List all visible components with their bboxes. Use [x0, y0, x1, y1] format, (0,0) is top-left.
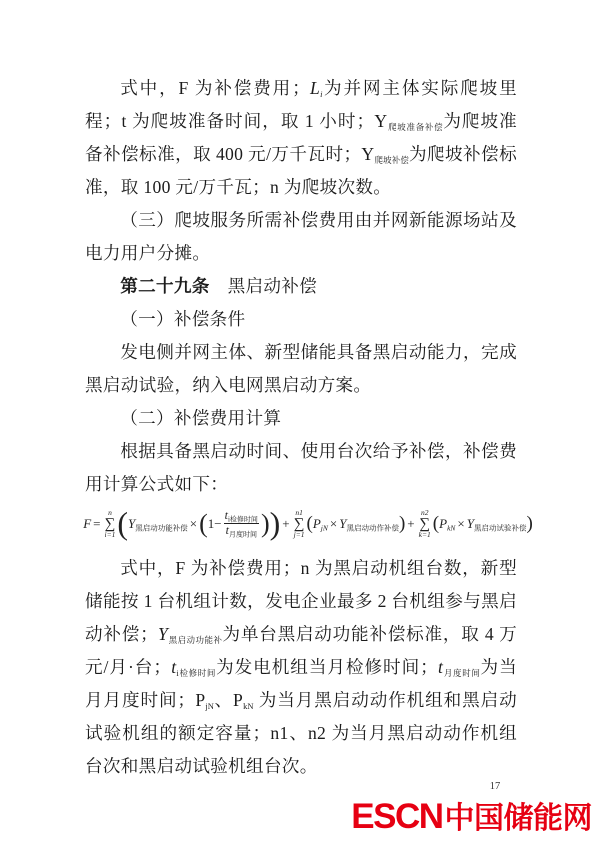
- paragraph: [85, 552, 517, 783]
- summation-lower: k=1: [418, 529, 431, 539]
- fraction-denominator: [224, 523, 259, 538]
- formula-operator: ×: [189, 515, 198, 531]
- formula-run: [439, 516, 526, 532]
- text-block-upper: [85, 72, 517, 501]
- subscript-run: 黑启动功能补: [168, 635, 223, 646]
- black-start-compensation-formula: [83, 505, 533, 542]
- formula-variable: Y: [339, 515, 347, 531]
- paragraph: [85, 204, 517, 270]
- formula-subscript: 月度时间: [228, 530, 257, 539]
- formula-variable: F: [83, 515, 92, 531]
- text-run: 为当月黑启动动作机组和黑启动试验机组的额定容量；n1、n2 为当月黑启动动作机组台次和黑启动试验机组台次。: [85, 690, 517, 777]
- text-run: L: [310, 78, 321, 98]
- fraction-numerator: [223, 509, 260, 523]
- text-run: 为爬坡准备补偿标准，取 400 元/万千瓦时；Y: [85, 111, 517, 164]
- formula-run: [405, 516, 416, 532]
- formula-subscript: 黑启动动作补偿: [346, 523, 399, 533]
- formula-subscript: jN: [320, 523, 328, 533]
- summation-lower: j=1: [293, 529, 305, 539]
- formula-run: [83, 516, 102, 532]
- escn-logo-latin: ESCN: [351, 797, 443, 836]
- text-run: 式中，F 为补偿费用；: [120, 78, 311, 98]
- text-run: Y: [158, 624, 169, 645]
- text-block-lower: [85, 552, 517, 783]
- text-run: 为爬坡补偿标准，取 100 元/万千瓦；n 为爬坡次数。: [85, 144, 517, 197]
- formula-run: [280, 516, 291, 532]
- formula-subscript: i检修时间: [227, 515, 258, 524]
- paragraph: [85, 72, 517, 204]
- sigma-symbol: ∑: [104, 515, 116, 532]
- escn-logo: [351, 799, 592, 834]
- text-run: 式中，F 为补偿费用；n 为黑启动机组台数，新型储能按 1 台机组计数，发电企业最多 2 台机组参与黑启动补偿；: [85, 558, 517, 645]
- parenthesis: ): [269, 505, 281, 542]
- formula-run: [208, 516, 222, 532]
- formula-subscript: kN: [447, 523, 456, 533]
- text-run: 为发电机组当月检修时间；: [216, 657, 439, 678]
- formula-variable: Y: [466, 515, 474, 531]
- subscript-run: 爬坡准备补偿: [387, 122, 444, 132]
- subscript-run: 月度时间: [443, 668, 481, 679]
- text-run: （三）爬坡服务所需补偿费用由并网新能源场站及电力用户分摊。: [85, 210, 517, 263]
- paragraph: [85, 336, 517, 402]
- summation-upper: n1: [295, 508, 303, 517]
- text-run: 第二十九条: [120, 276, 210, 296]
- formula-variable: P: [312, 515, 321, 531]
- paragraph: [85, 435, 517, 501]
- fraction: [223, 509, 260, 538]
- subscript-run: jN: [205, 701, 214, 712]
- text-run: 为单台黑启动功能补偿标准，取 4 万元/月·台；: [85, 624, 517, 678]
- parenthesis: (: [199, 508, 208, 538]
- parenthesis: (: [432, 512, 440, 534]
- subscript-run: kN: [243, 701, 254, 712]
- summation-lower: i=1: [104, 529, 116, 539]
- parenthesis: ): [260, 508, 270, 538]
- formula-subscript: 黑启动功能补偿: [135, 523, 188, 533]
- escn-logo-chinese: 中国储能网: [444, 802, 592, 835]
- summation-upper: n2: [420, 508, 429, 517]
- summation: [104, 509, 115, 538]
- formula-variable: Y: [128, 515, 136, 531]
- formula-variable: t: [225, 523, 229, 538]
- paragraph: [85, 402, 517, 435]
- subscript-run: i检修时间: [176, 668, 217, 679]
- summation: [419, 509, 431, 538]
- parenthesis: ): [398, 512, 406, 534]
- text-run: 根据具备黑启动时间、使用台次给予补偿，补偿费用计算公式如下：: [85, 441, 517, 494]
- parenthesis: (: [117, 505, 129, 542]
- formula-operator: +: [282, 515, 290, 531]
- formula-operator: ×: [329, 515, 338, 531]
- formula-variable: P: [439, 515, 448, 531]
- formula-subscript: 黑启动试验补偿: [473, 523, 527, 533]
- text-run: 、P: [213, 690, 244, 711]
- formula-operator: =: [93, 515, 101, 531]
- text-run: t: [438, 657, 444, 678]
- text-run: 为当月月度时间；P: [85, 657, 517, 711]
- parenthesis: (: [306, 512, 313, 534]
- paragraph: [85, 303, 517, 336]
- formula-operator: ×: [457, 515, 465, 531]
- sigma-symbol: ∑: [419, 515, 431, 532]
- section-heading: [85, 270, 517, 303]
- formula-run: [128, 516, 199, 532]
- formula-run: [313, 516, 399, 532]
- parenthesis: ): [526, 512, 533, 534]
- formula-variable: t: [224, 508, 228, 523]
- summation-upper: n: [108, 508, 112, 517]
- subscript-run: 爬坡补偿: [374, 155, 409, 165]
- formula-text: 1−: [207, 515, 222, 531]
- text-run: 黑启动补偿: [209, 276, 318, 296]
- text-run: （二）补偿费用计算: [120, 408, 282, 428]
- sigma-symbol: ∑: [293, 515, 305, 532]
- text-run: （一）补偿条件: [120, 309, 246, 329]
- subscript-run: i: [320, 89, 323, 99]
- formula-operator: +: [407, 515, 415, 531]
- text-run: t: [171, 657, 177, 678]
- document-text-column: [83, 72, 533, 783]
- summation: [294, 509, 305, 538]
- text-run: 发电侧并网主体、新型储能具备黑启动能力，完成黑启动试验，纳入电网黑启动方案。: [85, 342, 517, 395]
- text-run: 为并网主体实际爬坡里程；t 为爬坡准备时间，取 1 小时；Y: [85, 78, 517, 131]
- page-number: 17: [489, 781, 501, 792]
